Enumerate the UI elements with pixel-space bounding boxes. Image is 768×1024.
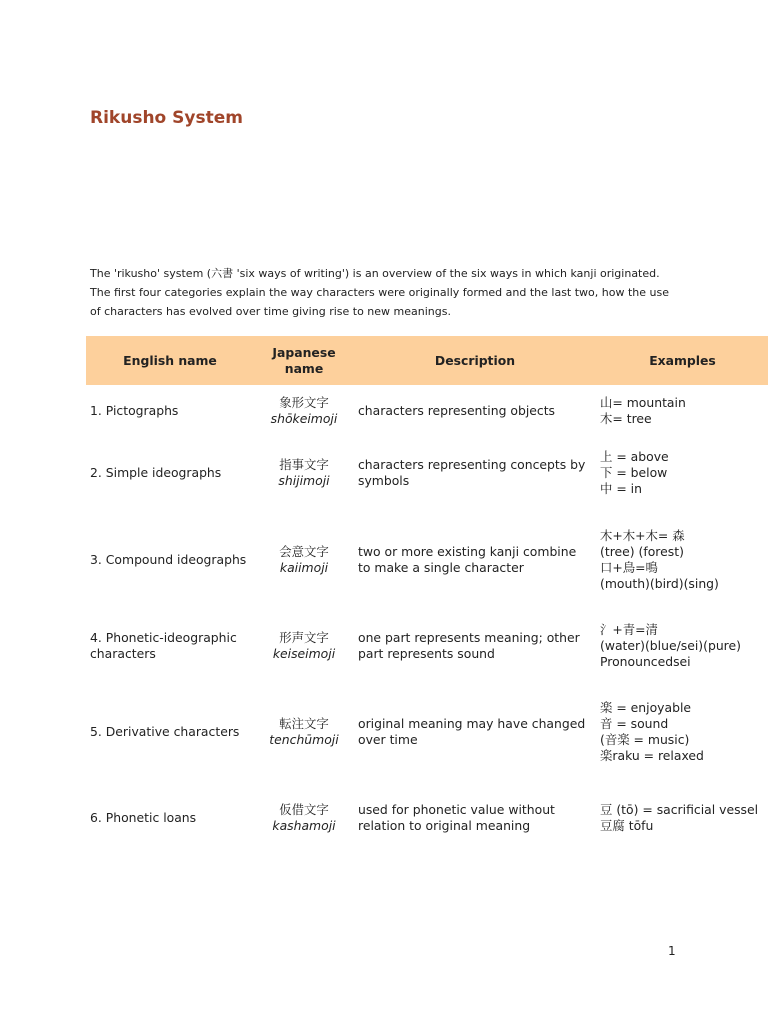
rikusho-table [86,336,768,853]
romaji-name: tenchūmoji [269,732,339,747]
kanji-name: 仮借文字 [279,802,329,817]
example-line: 上 = above [600,449,669,464]
romaji-name: kashamoji [272,818,336,833]
example-line: Pronouncedsei [600,654,691,669]
examples [596,509,768,611]
example-line: 木+木+木= 森 [600,528,685,543]
table-row [86,437,768,509]
example-line: 下 = below [600,465,668,480]
kanji-name: 会意文字 [279,544,329,559]
english-name: 2. Simple ideographs [90,465,222,480]
examples [596,611,768,681]
kanji-name: 形声文字 [279,630,329,645]
examples [596,385,768,437]
english-name: 1. Pictographs [90,403,179,418]
example-line: 楽raku = relaxed [600,748,704,763]
kanji-name: 指事文字 [279,457,329,472]
table-row [86,385,768,437]
page-number: 1 [668,944,676,958]
example-line: 中 = in [600,481,642,496]
japanese-name [254,437,354,509]
japanese-name [254,611,354,681]
example-line: 山= mountain [600,395,686,410]
japanese-name [254,681,354,783]
english-name: 5. Derivative characters [90,724,240,739]
table-header-row [86,336,768,385]
english-name: 3. Compound ideographs [90,552,247,567]
example-line: (mouth)(bird)(sing) [600,576,719,591]
example-line: 豆腐 tōfu [600,818,654,833]
japanese-name [254,385,354,437]
header-english-name: English name [86,336,254,385]
japanese-name [254,509,354,611]
table-row [86,681,768,783]
example-line: 楽 = enjoyable [600,700,692,715]
examples [596,783,768,853]
table-row [86,611,768,681]
description: characters representing objects [358,403,556,418]
header-description: Description [354,336,596,385]
example-line: 音 = sound [600,716,669,731]
examples [596,437,768,509]
japanese-name [254,783,354,853]
description: one part represents meaning; other part represents sound [358,630,580,661]
page-title: Rikusho System [90,108,243,128]
examples [596,681,768,783]
romaji-name: keiseimoji [272,646,336,661]
description: characters representing concepts by symbols [358,457,586,488]
description: used for phonetic value without relation to original meaning [358,802,555,833]
example-line: 木= tree [600,411,652,426]
kanji-name: 象形文字 [279,395,329,410]
description: original meaning may have changed over time [358,716,586,747]
header-japanese-name: Japanese name [254,336,354,385]
header-examples: Examples [596,336,768,385]
romaji-name: shijimoji [278,473,330,488]
example-line: 豆 (tō) = sacrificial vessel [600,802,759,817]
romaji-name: kaiimoji [279,560,329,575]
table-row [86,783,768,853]
example-line: 口+鳥=鳴 [600,560,658,575]
example-line: (water)(blue/sei)(pure) [600,638,741,653]
kanji-name: 転注文字 [279,716,329,731]
table-row [86,509,768,611]
english-name: 6. Phonetic loans [90,810,197,825]
romaji-name: shōkeimoji [270,411,338,426]
english-name: 4. Phonetic-ideographic characters [90,630,237,661]
intro-paragraph: The 'rikusho' system (六書 'six ways of writing') is an overview of the six ways in which kanji originated. The first four categories explain the way characters were originally formed and the last two, how the use of characters has evolved over time giving rise to new meanings. [90,267,669,318]
example-line: (音楽 = music) [600,732,690,747]
example-line: (tree) (forest) [600,544,684,559]
description: two or more existing kanji combine to make a single character [358,544,577,575]
example-line: 氵+青=清 [600,622,658,637]
